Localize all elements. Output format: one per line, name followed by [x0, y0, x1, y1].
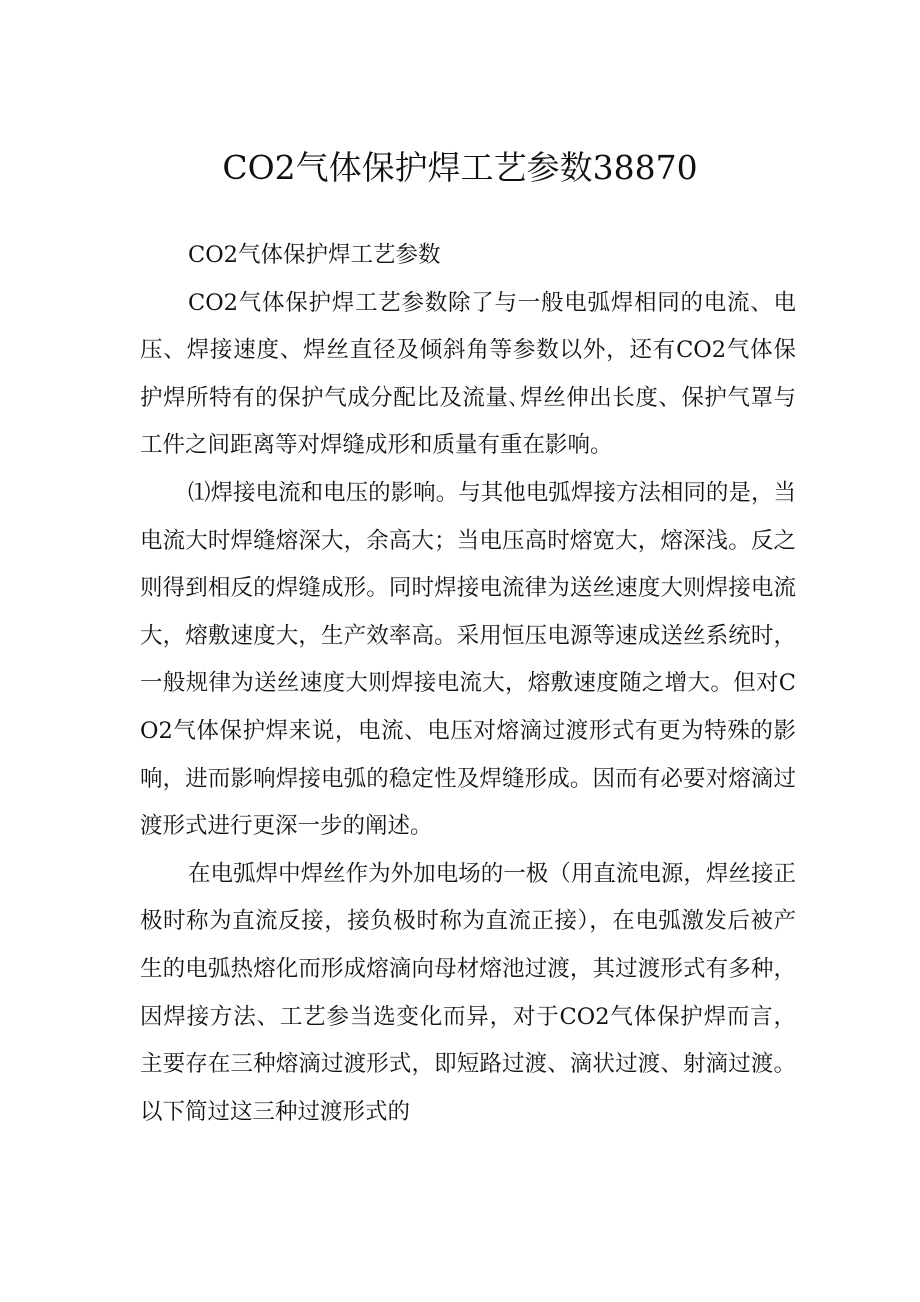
paragraph-intro: CO2气体保护焊工艺参数除了与一般电弧焊相同的电流、电压、焊接速度、焊丝直径及倾斜角等参数以外，还有CO2气体保护焊所特有的保护气成分配比及流量､焊丝伸出长度、保护气罩与工件之间距离等对焊缝成形和质量有重在影响。 — [140, 289, 796, 459]
paragraph-heading: CO2气体保护焊工艺参数 — [188, 242, 441, 268]
document-title: CO2气体保护焊工艺参数38870 — [222, 148, 698, 187]
document-body — [140, 232, 796, 1136]
paragraph-droplet-transfer: 在电弧焊中焊丝作为外加电场的一极（用直流电源，焊丝接正极时称为直流反接，接负极时称为直流正接），在电弧激发后被产生的电弧热熔化而形成熔滴向母材熔池过渡，其过渡形式有多种，因焊接方法、工艺参当选变化而异，对于CO2气体保护焊而言，主要存在三种熔滴过渡形式，即短路过渡、滴状过渡、射滴过渡。以下简过这三种过渡形式的 — [140, 860, 796, 1125]
paragraph-current-voltage: ⑴焊接电流和电压的影响。与其他电弧焊接方法相同的是，当电流大时焊缝熔深大，余高大；当电压高时熔宽大，熔深浅。反之则得到相反的焊缝成形。同时焊接电流律为送丝速度大则焊接电流大，熔敷速度大，生产效率高。采用恒压电源等速成送丝系统时，一般规律为送丝速度大则焊接电流大，熔敷速度随之增大。但对CO2气体保护焊来说，电流、电压对熔滴过渡形式有更为特殊的影响，进而影响焊接电弧的稳定性及焊缝形成。因而有必要对熔滴过渡形式进行更深一步的阐述。 — [140, 479, 796, 840]
